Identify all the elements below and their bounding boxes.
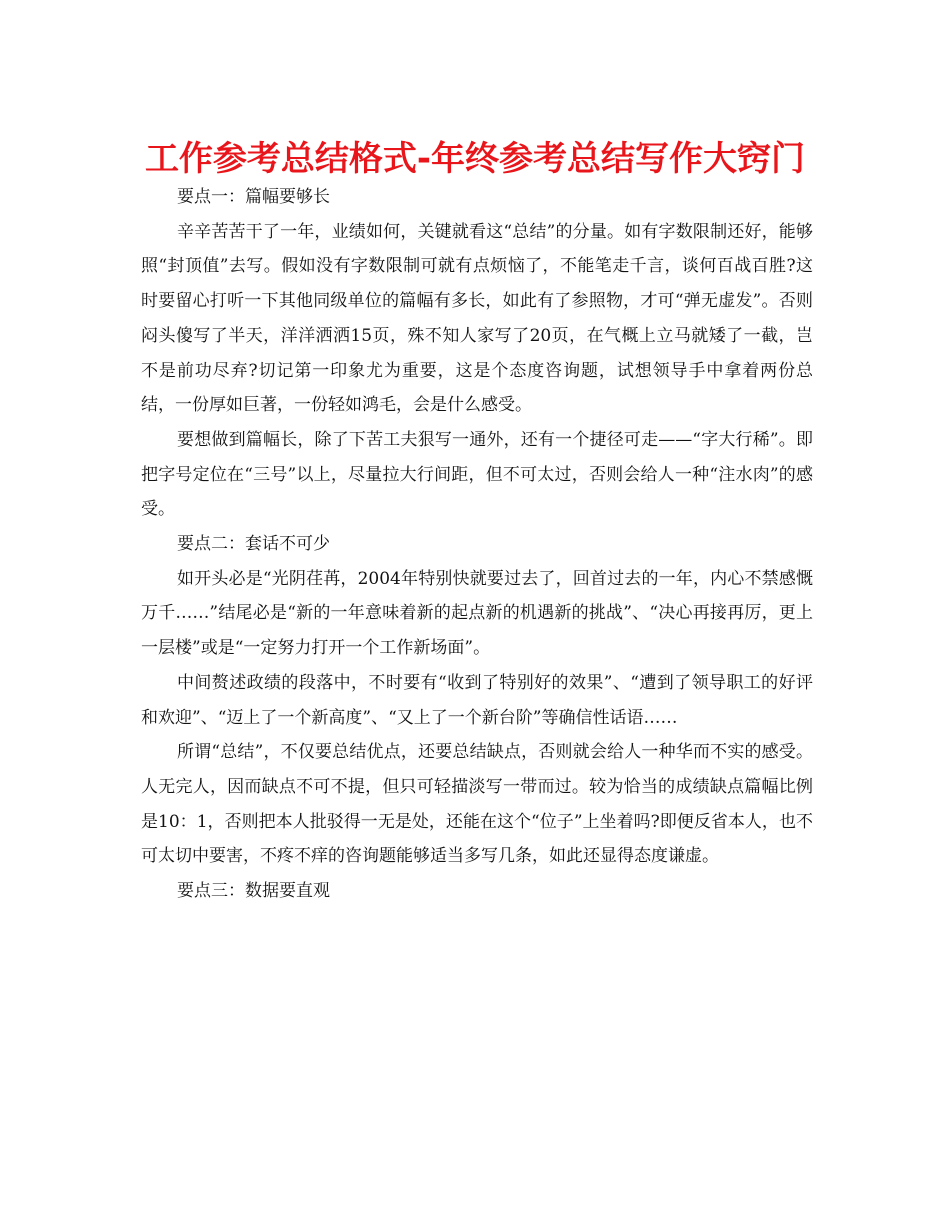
paragraph: 所谓“总结”，不仅要总结优点，还要总结缺点，否则就会给人一种华而不实的感受。人无完人，因而缺点不可不提，但只可轻描淡写一带而过。较为恰当的成绩缺点篇幅比例是10：1，否则把本人批驳得一无是处，还能在这个“位子”上坐着吗?即便反省本人，也不可太切中要害，不疼不痒的咨询题能够适当多写几条，如此还显得态度谦虚。 (141, 742, 813, 867)
section-heading-1: 要点一：篇幅要够长 (177, 187, 330, 207)
paragraph: 辛辛苦苦干了一年，业绩如何，关键就看这“总结”的分量。如有字数限制还好，能够照“封顶值”去写。假如没有字数限制可就有点烦恼了，不能笔走千言，谈何百战百胜?这时要留心打听一下其他同级单位的篇幅有多长，如此有了参照物，才可“弹无虚发”。否则闷头傻写了半天，洋洋洒洒15页，殊不知人家写了20页，在气概上立马就矮了一截，岂不是前功尽弃?切记第一印象尤为重要，这是个态度咨询题，试想领导手中拿着两份总结，一份厚如巨著，一份轻如鸿毛，会是什么感受。 (141, 221, 813, 416)
paragraph: 如开头必是“光阴荏苒，2004年特别快就要过去了，回首过去的一年，内心不禁感慨万千……”结尾必是“新的一年意味着新的起点新的机遇新的挑战”、“决心再接再厉，更上一层楼”或是“一定努力打开一个工作新场面”。 (141, 568, 813, 659)
paragraph: 中间赘述政绩的段落中，不时要有“收到了特别好的效果”、“遭到了领导职工的好评和欢迎”、“迈上了一个新高度”、“又上了一个新台阶”等确信性话语…… (141, 672, 813, 728)
paragraph: 要想做到篇幅长，除了下苦工夫狠写一通外，还有一个捷径可走——“字大行稀”。即把字号定位在“三号”以上，尽量拉大行间距，但不可太过，否则会给人一种“注水肉”的感受。 (141, 429, 813, 520)
document-title: 工作参考总结格式-年终参考总结写作大窍门 (144, 139, 806, 179)
document-body (141, 180, 813, 909)
section-heading-2: 要点二：套话不可少 (177, 534, 330, 555)
section-heading-3: 要点三：数据要直观 (177, 881, 330, 902)
